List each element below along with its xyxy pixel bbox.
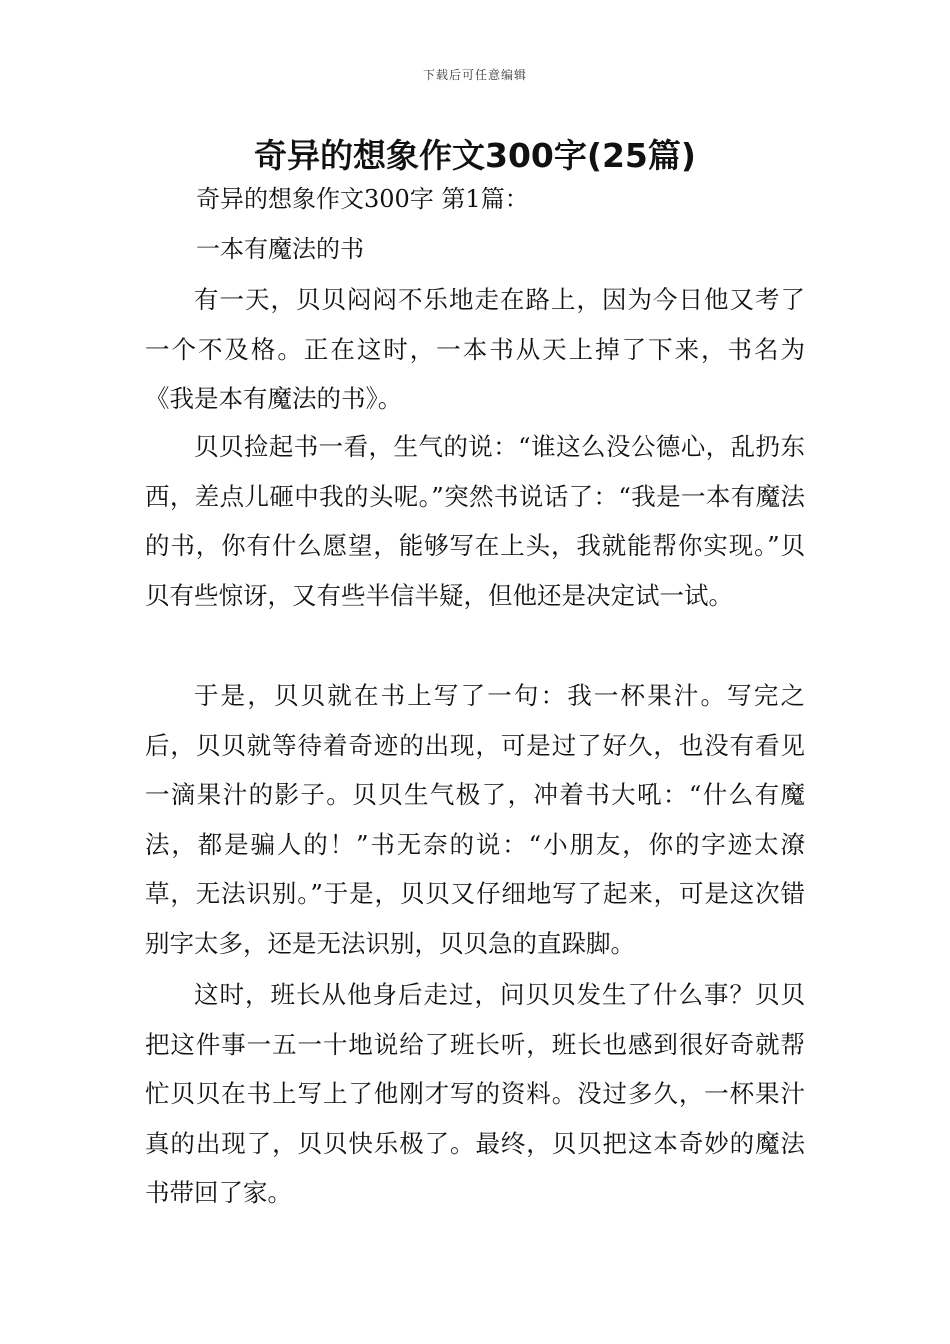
paragraph-4: 这时，班长从他身后走过，问贝贝发生了什么事？贝贝把这件事一五一十地说给了班长听，班长也感到很好奇就帮忙贝贝在书上写上了他刚才写的资料。没过多久，一杯果汁真的出现了，贝贝快乐极了。最终，贝贝把这本奇妙的魔法书带回了家。 [145,980,805,1207]
paragraph-1: 有一天，贝贝闷闷不乐地走在路上，因为今日他又考了一个不及格。正在这时，一本书从天上掉了下来，书名为《我是本有魔法的书》。 [145,285,805,413]
story-title: 一本有魔法的书 [196,235,364,263]
paragraph-2: 贝贝捡起书一看，生气的说：“谁这么没公德心，乱扔东西，差点儿砸中我的头呢。”突然书说话了：“我是一本有魔法的书，你有什么愿望，能够写在上头，我就能帮你实现。”贝贝有些惊讶，又有些半信半疑，但他还是决定试一试。 [145,432,805,610]
paragraph-3: 于是，贝贝就在书上写了一句：我一杯果汁。写完之后，贝贝就等待着奇迹的出现，可是过了好久，也没有看见一滴果汁的影子。贝贝生气极了，冲着书大吼：“什么有魔法，都是骗人的！”书无奈的说：“小朋友，你的字迹太潦草，无法识别。”于是，贝贝又仔细地写了起来，可是这次错别字太多，还是无法识别，贝贝急的直跺脚。 [145,681,805,958]
header-note: 下载后可任意编辑 [422,68,527,82]
document-title: 奇异的想象作文300字(25篇) [254,136,696,175]
section-heading: 奇异的想象作文300字 第1篇： [196,185,529,213]
